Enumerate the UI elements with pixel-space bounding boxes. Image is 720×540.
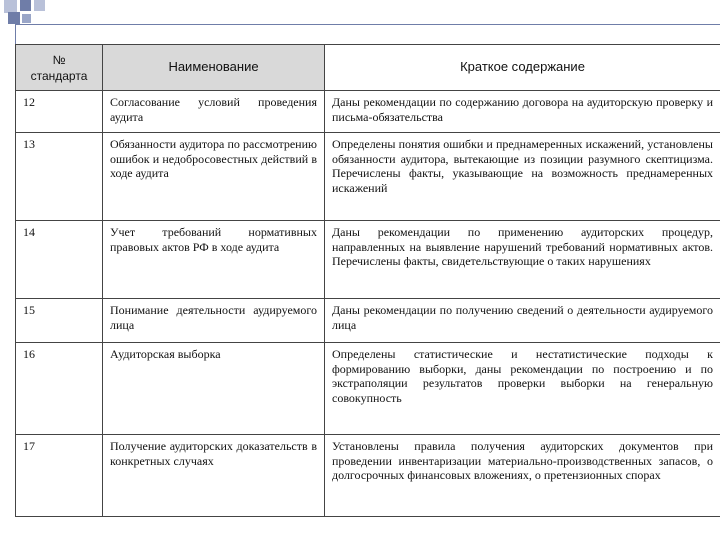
standard-number: 15 [16, 299, 103, 343]
standard-summary: Даны рекомендации по применению аудиторских процедур, направленных на выявление нарушений требований нормативных актов. Перечислены факты, свидетельствующие о таких нарушениях [325, 221, 720, 299]
standard-name: Понимание деятельности аудируемого лица [103, 299, 325, 343]
standard-summary: Даны рекомендации по содержанию договора на аудиторскую проверку и письма-обязательства [325, 91, 720, 133]
table-header-row [16, 45, 720, 91]
standard-number: 14 [16, 221, 103, 299]
header-name: Наименование [103, 45, 325, 91]
standard-summary: Установлены правила получения аудиторских документов при проведении инвентаризации материально-производственных запасов, о долгосрочных финансовых вложениях, о претензионных спорах [325, 435, 720, 517]
table-row [16, 133, 720, 221]
standard-name: Учет требований нормативных правовых актов РФ в ходе аудита [103, 221, 325, 299]
standard-number: 13 [16, 133, 103, 221]
table-row [16, 435, 720, 517]
standard-name: Получение аудиторских доказательств в конкретных случаях [103, 435, 325, 517]
standard-name: Обязанности аудитора по рассмотрению ошибок и недобросовестных действий в ходе аудита [103, 133, 325, 221]
standards-table [15, 44, 720, 517]
standard-number: 12 [16, 91, 103, 133]
accent-rule [15, 24, 720, 25]
header-summary: Краткое содержание [325, 45, 720, 91]
standard-number: 17 [16, 435, 103, 517]
header-standard-number: № стандарта [16, 45, 103, 91]
standard-summary: Даны рекомендации по получению сведений о деятельности аудируемого лица [325, 299, 720, 343]
table-row [16, 299, 720, 343]
table-row [16, 221, 720, 299]
standards-table-container [15, 44, 720, 517]
table-row [16, 91, 720, 133]
standard-summary: Определены статистические и нестатистические подходы к формированию выборки, даны рекомендации по построению и по экстраполяции результатов проверки выборки на генеральную совокупность [325, 343, 720, 435]
standard-summary: Определены понятия ошибки и преднамеренных искажений, установлены обязанности аудитора, вытекающие из позиции разумного скептицизма. Перечислены факты, указывающие на возможность преднамеренных искажений [325, 133, 720, 221]
table-row [16, 343, 720, 435]
standard-number: 16 [16, 343, 103, 435]
standard-name: Аудиторская выборка [103, 343, 325, 435]
standard-name: Согласование условий проведения аудита [103, 91, 325, 133]
